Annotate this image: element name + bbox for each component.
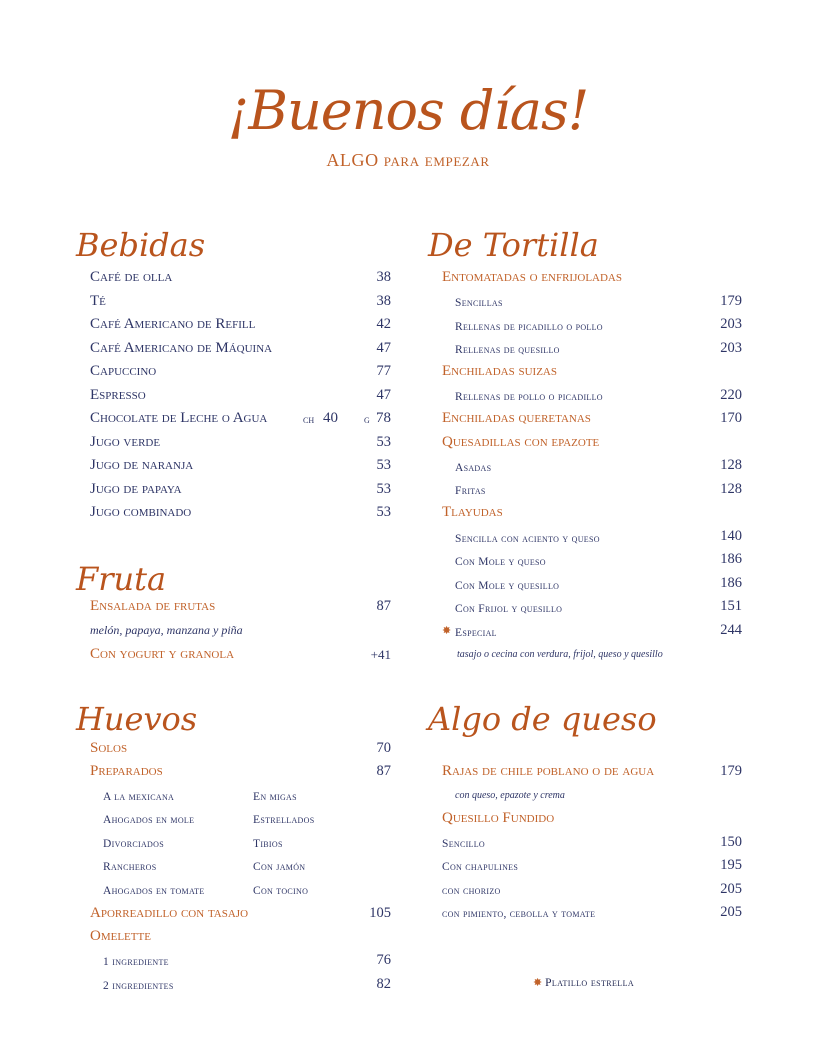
item-description: melón, papaya, manzana y piña <box>90 623 243 637</box>
list-item-name: Con Mole y queso <box>455 556 546 568</box>
list-item-name: Solos <box>90 740 128 756</box>
list-item-price: 220 <box>720 387 742 403</box>
size-label-ch: ch <box>303 412 315 426</box>
egg-style: En migas <box>253 791 297 803</box>
list-item-name: Especial <box>455 627 497 639</box>
list-item-price: 195 <box>720 857 742 873</box>
page-title: ¡Buenos días! <box>227 79 589 142</box>
section-title-bebidas: Bebidas <box>76 226 206 264</box>
list-item-price: 53 <box>376 457 391 473</box>
list-item-price: 179 <box>720 763 742 779</box>
star-icon: ✸ <box>442 625 452 637</box>
list-item-name: Café de olla <box>90 269 173 285</box>
egg-style: Con jamón <box>253 861 306 873</box>
item-description: con queso, epazote y crema <box>455 790 565 801</box>
item-description: tasajo o cecina con verdura, frijol, queso y quesillo <box>457 649 663 660</box>
list-item-name: Jugo de papaya <box>90 481 182 497</box>
list-item-name: Con Mole y quesillo <box>455 580 560 592</box>
list-item-price: 53 <box>376 434 391 450</box>
list-item-price: 186 <box>720 551 742 567</box>
list-item-name: 1 ingrediente <box>103 956 169 968</box>
list-item-price: 203 <box>720 340 742 356</box>
list-item-name: Con Frijol y quesillo <box>455 603 563 615</box>
list-item-price: 105 <box>369 905 391 921</box>
list-item-name: Espresso <box>90 387 146 403</box>
list-item-name: Sencillo <box>442 838 486 850</box>
list-item-name: Quesillo Fundido <box>442 810 555 826</box>
list-item-name: Té <box>90 293 106 309</box>
list-item-name: con pimiento, cebolla y tomate <box>442 908 596 920</box>
list-item-name: Fritas <box>455 485 486 497</box>
list-item-name: Preparados <box>90 763 163 779</box>
list-item-name: Enchiladas queretanas <box>442 410 591 426</box>
list-item-price: 150 <box>720 834 742 850</box>
list-item-price: 38 <box>376 269 391 285</box>
list-item-name: Chocolate de Leche o Agua <box>90 410 268 426</box>
list-item-name: Quesadillas con epazote <box>442 434 600 450</box>
list-item-name: Capuccino <box>90 363 157 379</box>
list-item-name: Café Americano de Máquina <box>90 340 273 356</box>
list-item-price: 128 <box>720 481 742 497</box>
legend <box>533 976 634 989</box>
list-item-name: Entomatadas o enfrijoladas <box>442 269 622 285</box>
list-item-name: Omelette <box>90 928 151 944</box>
size-price-ch: 40 <box>323 410 338 426</box>
list-item-name: Sencilla con aciento y queso <box>455 533 600 545</box>
list-item-price: 53 <box>376 481 391 497</box>
list-item-price: 42 <box>376 316 391 332</box>
egg-style: Rancheros <box>103 861 157 873</box>
list-item-name: Jugo combinado <box>90 504 192 520</box>
egg-style: Divorciados <box>103 838 164 850</box>
section-title-fruta: Fruta <box>76 560 167 598</box>
list-item-price: 244 <box>720 622 742 638</box>
page-subtitle: ALGO para empezar <box>326 150 490 170</box>
list-item-price: 140 <box>720 528 742 544</box>
list-item-price: 170 <box>720 410 742 426</box>
legend-label: Platillo estrella <box>545 977 635 989</box>
list-item-price: 70 <box>376 740 391 756</box>
list-item-price: 38 <box>376 293 391 309</box>
list-item-name: Tlayudas <box>442 504 503 520</box>
list-item-name: Jugo de naranja <box>90 457 194 473</box>
list-item-price: 77 <box>376 363 391 379</box>
section-title-tortilla: De Tortilla <box>428 226 599 264</box>
list-item-name: Rellenas de picadillo o pollo <box>455 321 603 333</box>
list-item-price: 87 <box>376 763 391 779</box>
list-item-price: 82 <box>376 976 391 992</box>
section-title-huevos: Huevos <box>76 700 198 738</box>
list-item-name: Con yogurt y granola <box>90 646 235 662</box>
list-item-price: 128 <box>720 457 742 473</box>
list-item-price: 205 <box>720 881 742 897</box>
list-item-name: Con chapulines <box>442 861 519 873</box>
star-icon: ✸ <box>533 977 543 989</box>
list-item-name: Rellenas de quesillo <box>455 344 560 356</box>
list-item-name: Rajas de chile poblano o de agua <box>442 763 655 779</box>
size-price-g: 78 <box>376 410 391 426</box>
list-item-name: Ensalada de frutas <box>90 598 216 614</box>
list-item-name: con chorizo <box>442 885 501 897</box>
list-item-price: +41 <box>370 647 391 662</box>
list-item-name: Café Americano de Refill <box>90 316 256 332</box>
list-item-price: 179 <box>720 293 742 309</box>
list-item-name: Aporreadillo con tasajo <box>90 905 249 921</box>
list-item-name: Rellenas de pollo o picadillo <box>455 391 603 403</box>
list-item-price: 47 <box>376 387 391 403</box>
list-item-name: 2 ingredientes <box>103 980 174 992</box>
list-item-price: 186 <box>720 575 742 591</box>
egg-style: Con tocino <box>253 885 309 897</box>
list-item-price: 47 <box>376 340 391 356</box>
egg-style: Ahogados en mole <box>103 814 195 826</box>
list-item-name: Jugo verde <box>90 434 161 450</box>
list-item-price: 151 <box>720 598 742 614</box>
list-item-name: Sencillas <box>455 297 503 309</box>
egg-style: Tibios <box>253 838 283 850</box>
egg-style: Estrellados <box>253 814 315 826</box>
list-item-price: 205 <box>720 904 742 920</box>
egg-style: A la mexicana <box>103 791 175 803</box>
list-item-price: 76 <box>376 952 391 968</box>
section-title-queso: Algo de queso <box>428 700 657 738</box>
list-item-name: Enchiladas suizas <box>442 363 557 379</box>
egg-style: Ahogados en tomate <box>103 885 205 897</box>
list-item-name: Asadas <box>455 462 492 474</box>
list-item-price: 87 <box>376 598 391 614</box>
list-item-price: 203 <box>720 316 742 332</box>
size-label-g: g <box>364 412 370 426</box>
list-item-price: 53 <box>376 504 391 520</box>
